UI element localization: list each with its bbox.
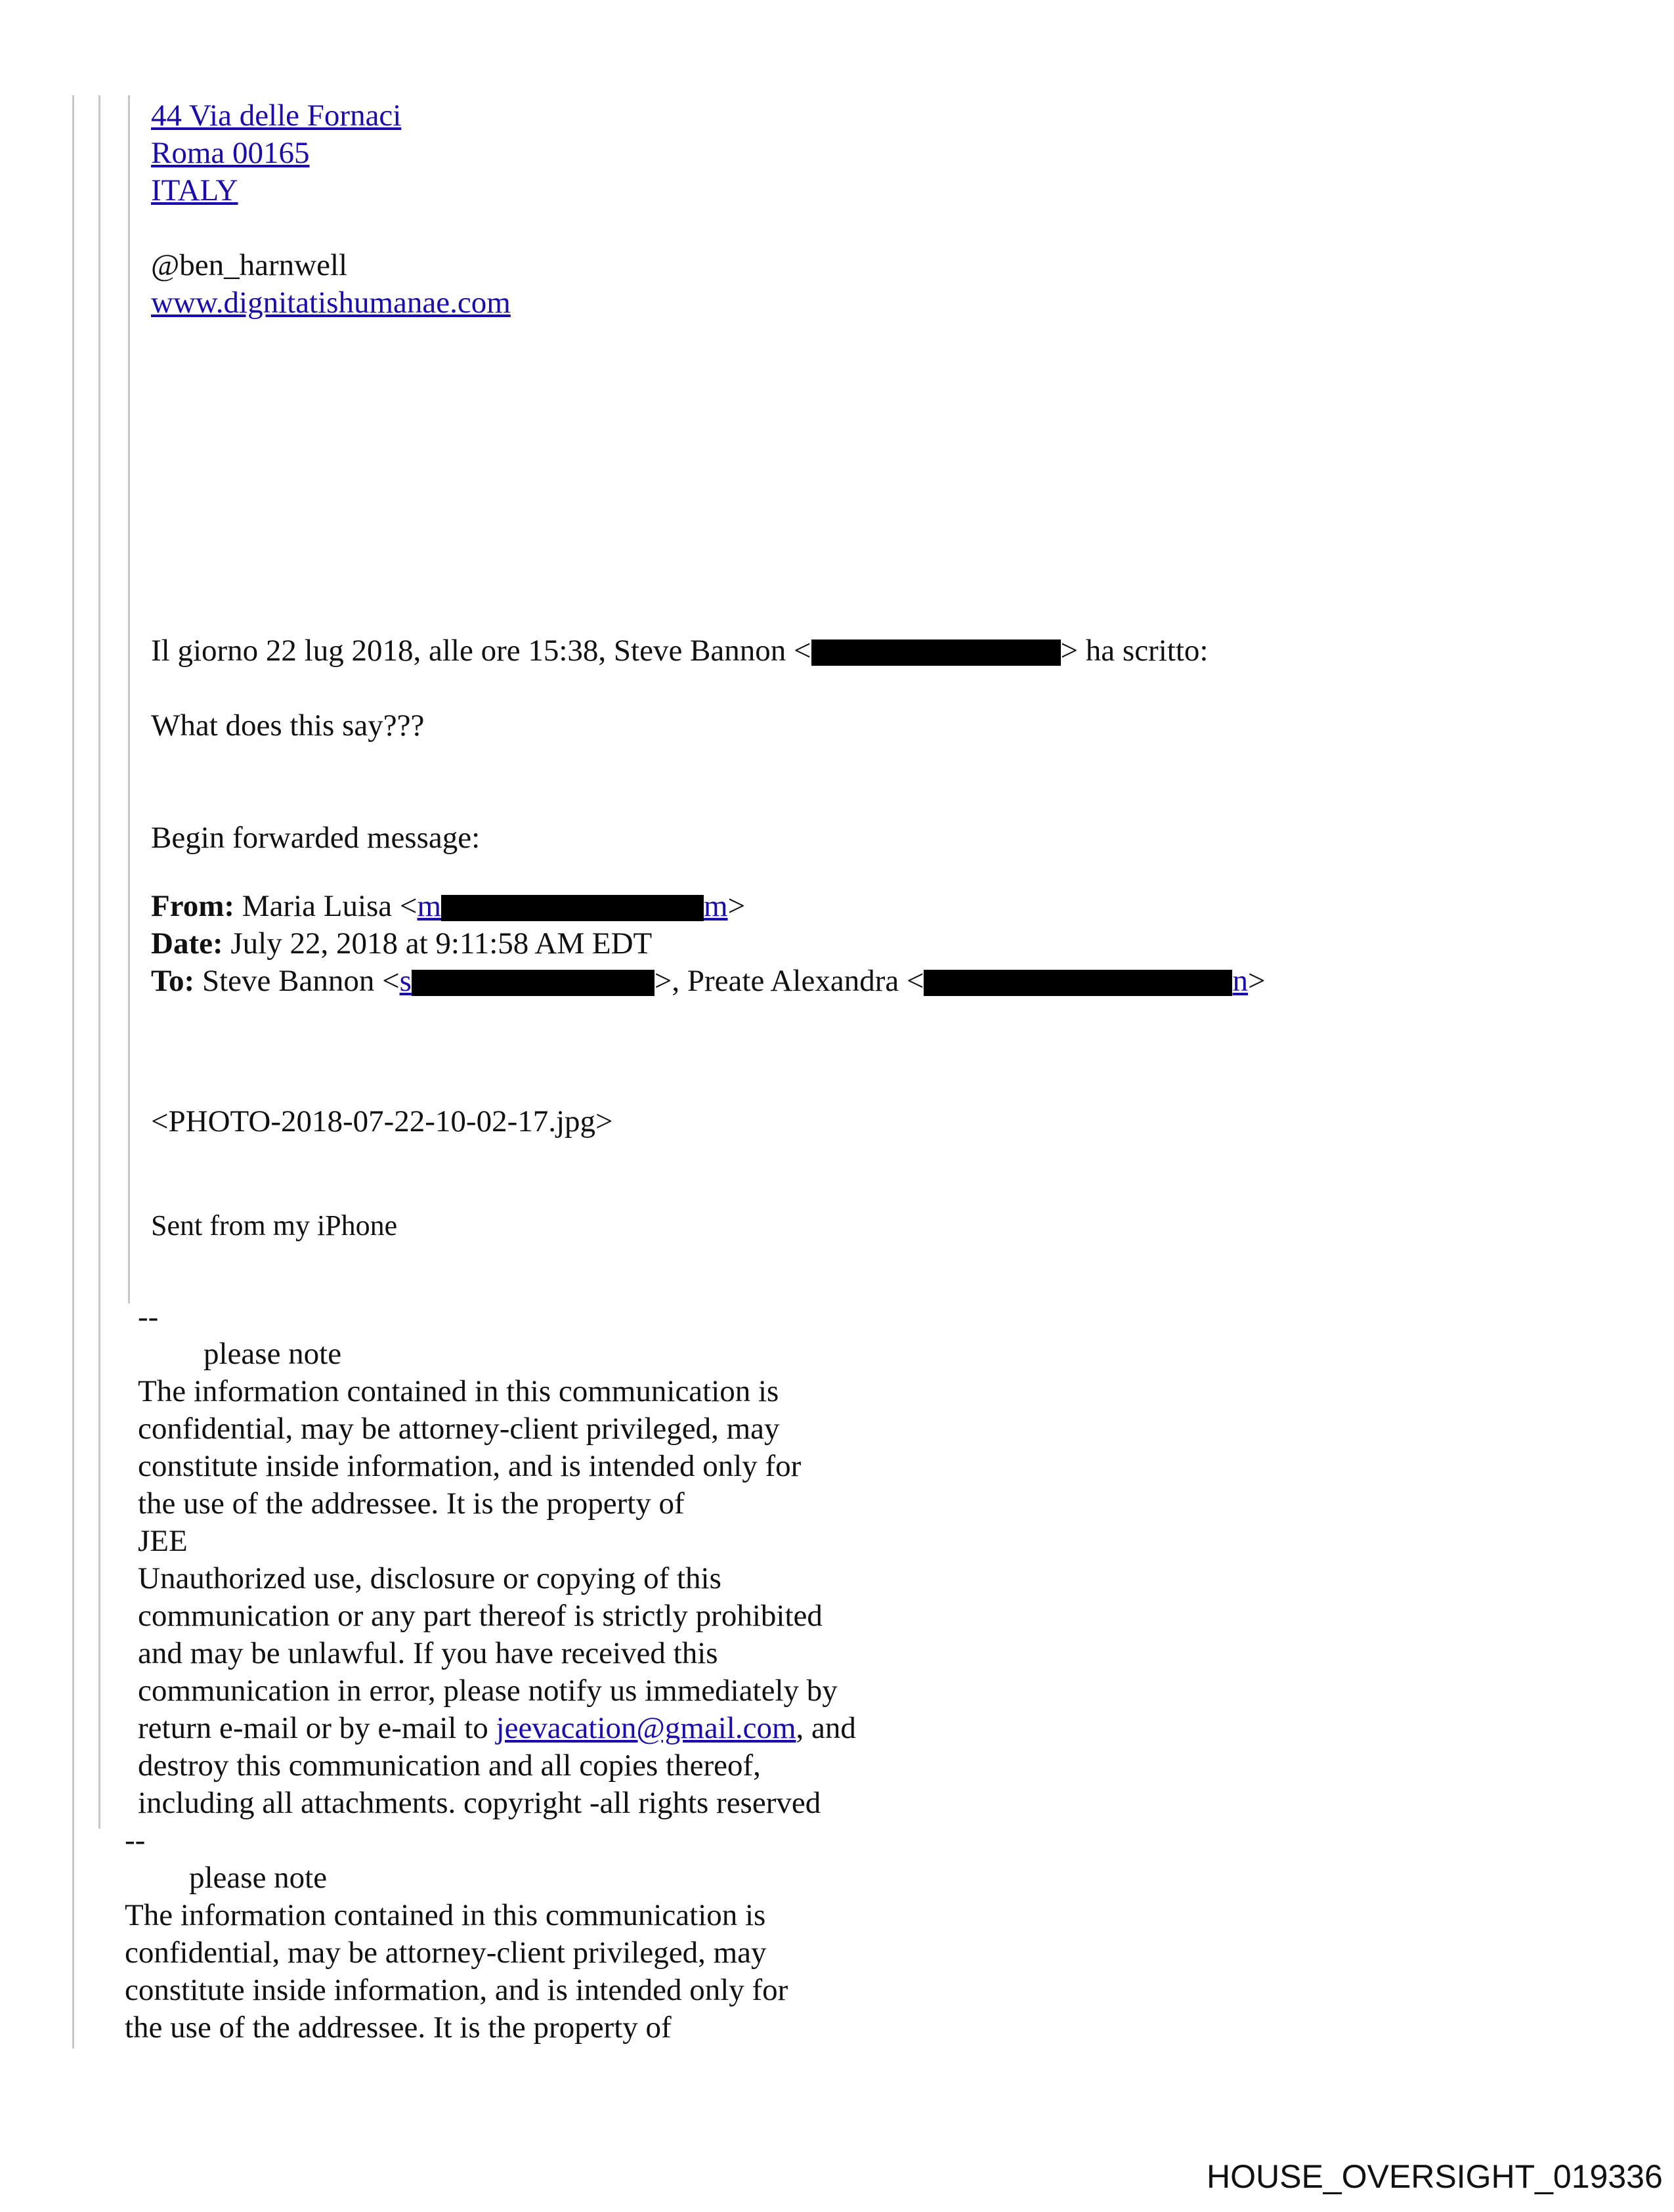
to-line xyxy=(151,963,1265,1000)
disclaimer1-line: the use of the addressee. It is the property of xyxy=(138,1486,685,1521)
twitter-handle: @ben_harnwell xyxy=(151,248,348,282)
from-close: > xyxy=(727,889,746,923)
to-name1: Steve Bannon < xyxy=(194,964,400,998)
disclaimer2-line: The information contained in this communication is xyxy=(125,1898,766,1932)
attachment-name[interactable]: <PHOTO-2018-07-22-10-02-17.jpg> xyxy=(151,1104,613,1139)
redacted-from-email xyxy=(441,895,704,921)
to-email2-end[interactable]: n xyxy=(1232,964,1248,998)
disclaimer1-line: communication or any part thereof is strictly prohibited xyxy=(138,1599,823,1633)
to-email1-start[interactable]: s xyxy=(399,964,412,998)
date-label: Date: xyxy=(151,926,223,961)
disclaimer1-dashes: -- xyxy=(138,1300,159,1334)
to-separator: >, Preate Alexandra < xyxy=(654,964,924,998)
from-name: Maria Luisa < xyxy=(234,889,418,923)
from-label: From: xyxy=(151,889,235,923)
address-line2[interactable]: Roma 00165 xyxy=(151,136,310,170)
disclaimer2-note: please note xyxy=(189,1861,328,1895)
forwarded-intro: Begin forwarded message: xyxy=(151,821,481,855)
message-body: What does this say??? xyxy=(151,708,425,743)
reply-header-prefix: Il giorno 22 lug 2018, alle ore 15:38, Steve Bannon < xyxy=(151,634,811,668)
from-email-end[interactable]: m xyxy=(704,889,728,923)
disclaimer1-return-suffix: , and xyxy=(796,1711,856,1745)
redacted-email xyxy=(811,640,1061,666)
disclaimer2-line: constitute inside information, and is intended only for xyxy=(125,1973,788,2007)
disclaimer2-line: the use of the addressee. It is the property of xyxy=(125,2010,672,2045)
date-line xyxy=(151,925,652,963)
disclaimer1-line: and may be unlawful. If you have received this xyxy=(138,1636,718,1670)
disclaimer1-line: confidential, may be attorney-client privileged, may xyxy=(138,1412,780,1446)
disclaimer1-return-line xyxy=(138,1710,856,1747)
disclaimer1-return-prefix: return e-mail or by e-mail to xyxy=(138,1711,496,1745)
reply-header-suffix: > ha scritto: xyxy=(1060,634,1209,668)
disclaimer1-line: communication in error, please notify us immediately by xyxy=(138,1674,838,1708)
disclaimer1-line: destroy this communication and all copies thereof, xyxy=(138,1748,761,1783)
sent-from-signature: Sent from my iPhone xyxy=(151,1209,398,1242)
disclaimer2-dashes: -- xyxy=(125,1823,146,1857)
website-link[interactable]: www.dignitatishumanae.com xyxy=(151,286,511,320)
reply-header xyxy=(151,632,1208,670)
disclaimer1-note: please note xyxy=(204,1337,342,1371)
jeevacation-email-link[interactable]: jeevacation@gmail.com xyxy=(496,1711,796,1745)
bates-number: HOUSE_OVERSIGHT_019336 xyxy=(1207,2158,1663,2195)
from-email-start[interactable]: m xyxy=(417,889,441,923)
disclaimer1-line: Unauthorized use, disclosure or copying of this xyxy=(138,1561,721,1595)
redacted-to-email2 xyxy=(924,970,1232,996)
disclaimer2-line: confidential, may be attorney-client privileged, may xyxy=(125,1936,767,1970)
quote-bar-outer xyxy=(72,95,74,2049)
date-value: July 22, 2018 at 9:11:58 AM EDT xyxy=(223,926,653,961)
address-line1[interactable]: 44 Via delle Fornaci xyxy=(151,98,402,133)
to-close: > xyxy=(1247,964,1266,998)
disclaimer1-line: JEE xyxy=(138,1524,188,1558)
address-line3[interactable]: ITALY xyxy=(151,173,238,207)
quote-bar-middle xyxy=(98,95,100,1829)
disclaimer1-line: including all attachments. copyright -all rights reserved xyxy=(138,1786,821,1820)
disclaimer1-line: The information contained in this communication is xyxy=(138,1374,779,1408)
disclaimer1-line: constitute inside information, and is intended only for xyxy=(138,1449,802,1483)
quote-bar-inner xyxy=(128,95,130,1303)
to-label: To: xyxy=(151,964,195,998)
redacted-to-email1 xyxy=(412,970,655,996)
from-line xyxy=(151,888,745,925)
